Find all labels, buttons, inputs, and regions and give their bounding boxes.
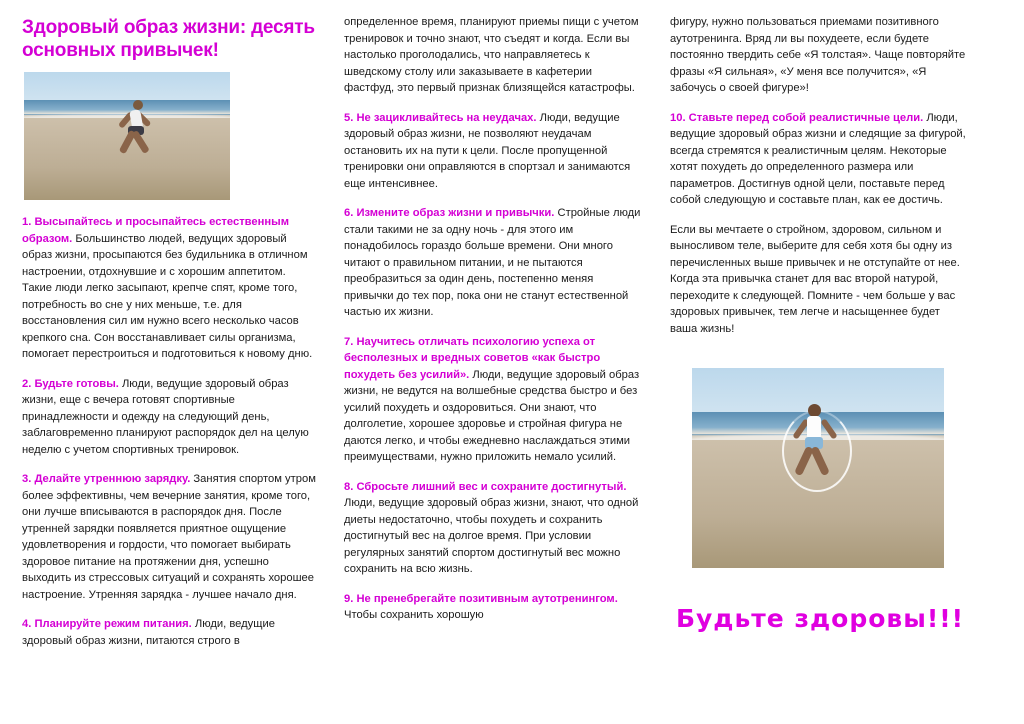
- paragraph-habit-7: [344, 334, 644, 466]
- page-title: Здоровый образ жизни: десять основных привычек!: [22, 17, 315, 61]
- habit-1-lead: 1. Высыпайтесь и просыпайтесь естественным образом.: [22, 216, 289, 245]
- column-middle: [344, 14, 644, 714]
- habit-5-lead: 5. Не зацикливайтесь на неудачах.: [344, 111, 537, 124]
- closing-slogan: Будьте здоровы!!!: [675, 604, 965, 633]
- running-woman-beach-photo: [24, 72, 230, 200]
- jumping-figure: [788, 404, 844, 494]
- habit-7-lead: 7. Научитесь отличать психологию успеха от бесполезных и вредных советов «как быстро похудеть без усилий».: [344, 335, 601, 381]
- paragraph-habit-8: [344, 479, 644, 578]
- habit-4-lead: 4. Планируйте режим питания.: [22, 618, 192, 630]
- continuation-4-text: определенное время, планируют приемы пищи с учетом тренировок и точно знают, что съедят и когда. Если вы настолько проголодались, что направляетесь к шведскому столу или заказываете в кафетерии фастфуд, это первый признак близящейся катастрофы.: [344, 16, 639, 94]
- continuation-9-text: фигуру, нужно пользоваться приемами позитивного аутотренинга. Вряд ли вы похудеете, если будете постоянно твердить себе «Я толстая». Чаще повторяйте фразы «Я сильная», «У меня все получится», «Я забочусь о своей фигуре»!: [670, 16, 966, 94]
- habit-4-text: Люди, ведущие здоровый образ жизни, питаются строго в: [22, 618, 275, 647]
- habit-3-lead: 3. Делайте утреннюю зарядку.: [22, 473, 191, 485]
- habit-2-lead: 2. Будьте готовы.: [22, 377, 119, 390]
- paragraph-habit-9: [344, 591, 644, 624]
- column-left: [22, 14, 318, 714]
- habit-2-text: Люди, ведущие здоровый образ жизни, еще с вечера готовят спортивные принадлежности и одежду на следующий день, заблаговременно планируют распорядок дел на целую неделю с учетом спортивных тренировок.: [22, 377, 309, 456]
- paragraph-habit-5: [344, 110, 644, 193]
- paragraph-closing: [670, 222, 970, 338]
- habit-7-text: Люди, ведущие здоровый образ жизни, не ведутся на волшебные средства быстро и без усилий похудеть и оздоровиться. Они знают, что долголетие, хорошее здоровье и стройная фигура не даются легко, и чтобы ежедневно наслаждаться этими преимуществами, нужно приложить немало усилий.: [344, 368, 640, 463]
- paragraph-habit-4: [22, 616, 318, 649]
- habit-9-lead: 9. Не пренебрегайте позитивным аутотренингом.: [344, 592, 618, 605]
- habit-3-text: Занятия спортом утром более эффективны, чем вечерние занятия, кроме того, они лучше вписываются в распорядок дня. После утренней зарядки появляется приятное ощущение удовлетворения и гордости, что помогает выбирать здоровое питание на протяжении дня, успешно выходить из стрессовых ситуаций и сохранять хорошее настроение. Утренняя зарядка - лучшее начало дня.: [22, 473, 316, 601]
- closing-text: Если вы мечтаете о стройном, здоровом, сильном и выносливом теле, выберите для себя хотя бы одну из перечисленных выше привычек и не отступайте от нее. Когда эта привычка станет для вас второй натурой, переходите к следующей. Помните - чем больше у вас здоровых привычек, тем легче и насыщеннее будет ваша жизнь!: [670, 223, 960, 335]
- habit-8-text: Люди, ведущие здоровый образ жизни, знают, что одной диеты недостаточно, чтобы похудеть и сохранить достигнутый вес на долгое время. При условии регулярных занятий спортом достигнутый вес можно сохранить на всю жизнь.: [344, 497, 639, 575]
- jumping-rope-woman-beach-photo: [692, 368, 944, 568]
- paragraph-continuation-4: [344, 14, 644, 97]
- paragraph-continuation-9: [670, 14, 970, 97]
- paragraph-habit-3: [22, 471, 318, 603]
- habit-8-lead: 8. Сбросьте лишний вес и сохраните достигнутый.: [344, 480, 627, 493]
- paragraph-habit-10: [670, 110, 970, 209]
- runner-figure: [115, 98, 161, 160]
- runner-head: [133, 100, 143, 110]
- habit-6-text: Стройные люди стали такими не за одну ночь - для этого им понадобилось гораздо больше времени. Они много читают о правильном питании, и не пытаются преобразиться за один день, постепенно меняя привычки до тех пор, пока они не станут естественной частью их жизни.: [344, 207, 641, 318]
- habit-6-lead: 6. Измените образ жизни и привычки.: [344, 207, 555, 219]
- column-right: [670, 14, 970, 714]
- paragraph-habit-2: [22, 376, 318, 459]
- habit-9-text: Чтобы сохранить хорошую: [344, 609, 484, 621]
- habit-10-text: Люди, ведущие здоровый образ жизни и следящие за фигурой, всегда стремятся к реалистичным целям. Некоторые хотят похудеть до определенного размера или параметров. Достигнув одной цели, поставьте перед собой следующую и составьте план, как ее достичь.: [670, 111, 966, 206]
- paragraph-habit-1: [22, 214, 318, 363]
- habit-5-text: Люди, ведущие здоровый образ жизни, не позволяют неудачам остановить их на пути к цели. После пропущенной тренировки они оправляются в спортзал и занимаются еще интенсивнее.: [344, 111, 631, 190]
- habit-10-lead: 10. Ставьте перед собой реалистичные цели.: [670, 111, 924, 124]
- habit-1-text: Большинство людей, ведущих здоровый образ жизни, просыпаются без будильника в отличном настроении, отдохнувшие и с хорошим аппетитом. Такие люди легко засыпают, крепче спят, кроме того, потребность во сне у них меньше, т.е. для восстановления сил им нужно всего несколько часов крепкого сна. Сон восстанавливает силы организма, помогает перестроиться и подготовиться к новому дню.: [22, 232, 313, 360]
- paragraph-habit-6: [344, 205, 644, 321]
